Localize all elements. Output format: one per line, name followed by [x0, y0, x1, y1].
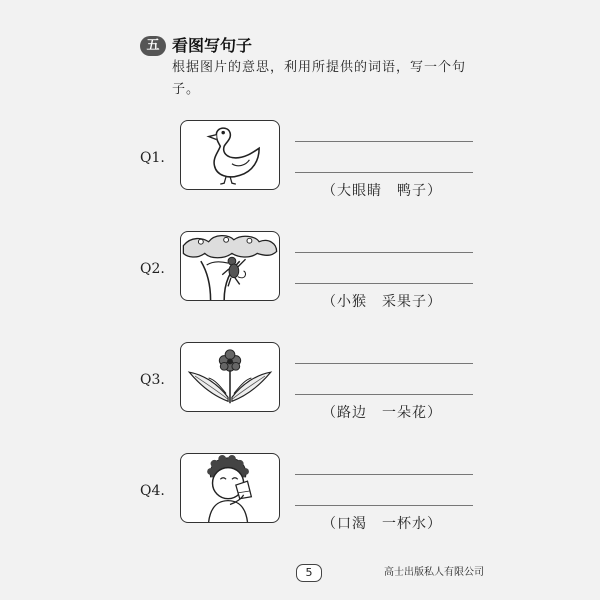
answer-line[interactable] [295, 283, 473, 284]
answer-line[interactable] [295, 172, 473, 173]
question-label: Q2. [140, 261, 165, 277]
answer-line[interactable] [295, 505, 473, 506]
word-hint: （路边 一朵花） [322, 405, 442, 421]
answer-line[interactable] [295, 363, 473, 364]
boy-drinking-icon [180, 453, 280, 523]
instruction-text: 根据图片的意思，利用所提供的词语，写一个句子。 [172, 60, 467, 97]
flower-icon [180, 342, 280, 412]
question-3 [0, 342, 600, 452]
word-hint: （大眼睛 鸭子） [322, 183, 442, 199]
question-2 [0, 231, 600, 341]
section-title: 看图写句子 [172, 36, 253, 55]
question-label: Q4. [140, 483, 165, 499]
word-hint: （口渴 一杯水） [322, 516, 442, 532]
answer-line[interactable] [295, 474, 473, 475]
answer-line[interactable] [295, 394, 473, 395]
monkey-in-tree-icon [180, 231, 280, 301]
question-1 [0, 120, 600, 230]
word-hint: （小猴 采果子） [322, 294, 442, 310]
publisher-name: 高士出版私人有限公司 [384, 567, 484, 578]
question-4 [0, 453, 600, 563]
page-number: 5 [296, 564, 322, 582]
answer-line[interactable] [295, 252, 473, 253]
section-number-badge: 五 [140, 36, 166, 56]
answer-line[interactable] [295, 141, 473, 142]
duck-icon [180, 120, 280, 190]
question-label: Q1. [140, 150, 165, 166]
question-label: Q3. [140, 372, 165, 388]
